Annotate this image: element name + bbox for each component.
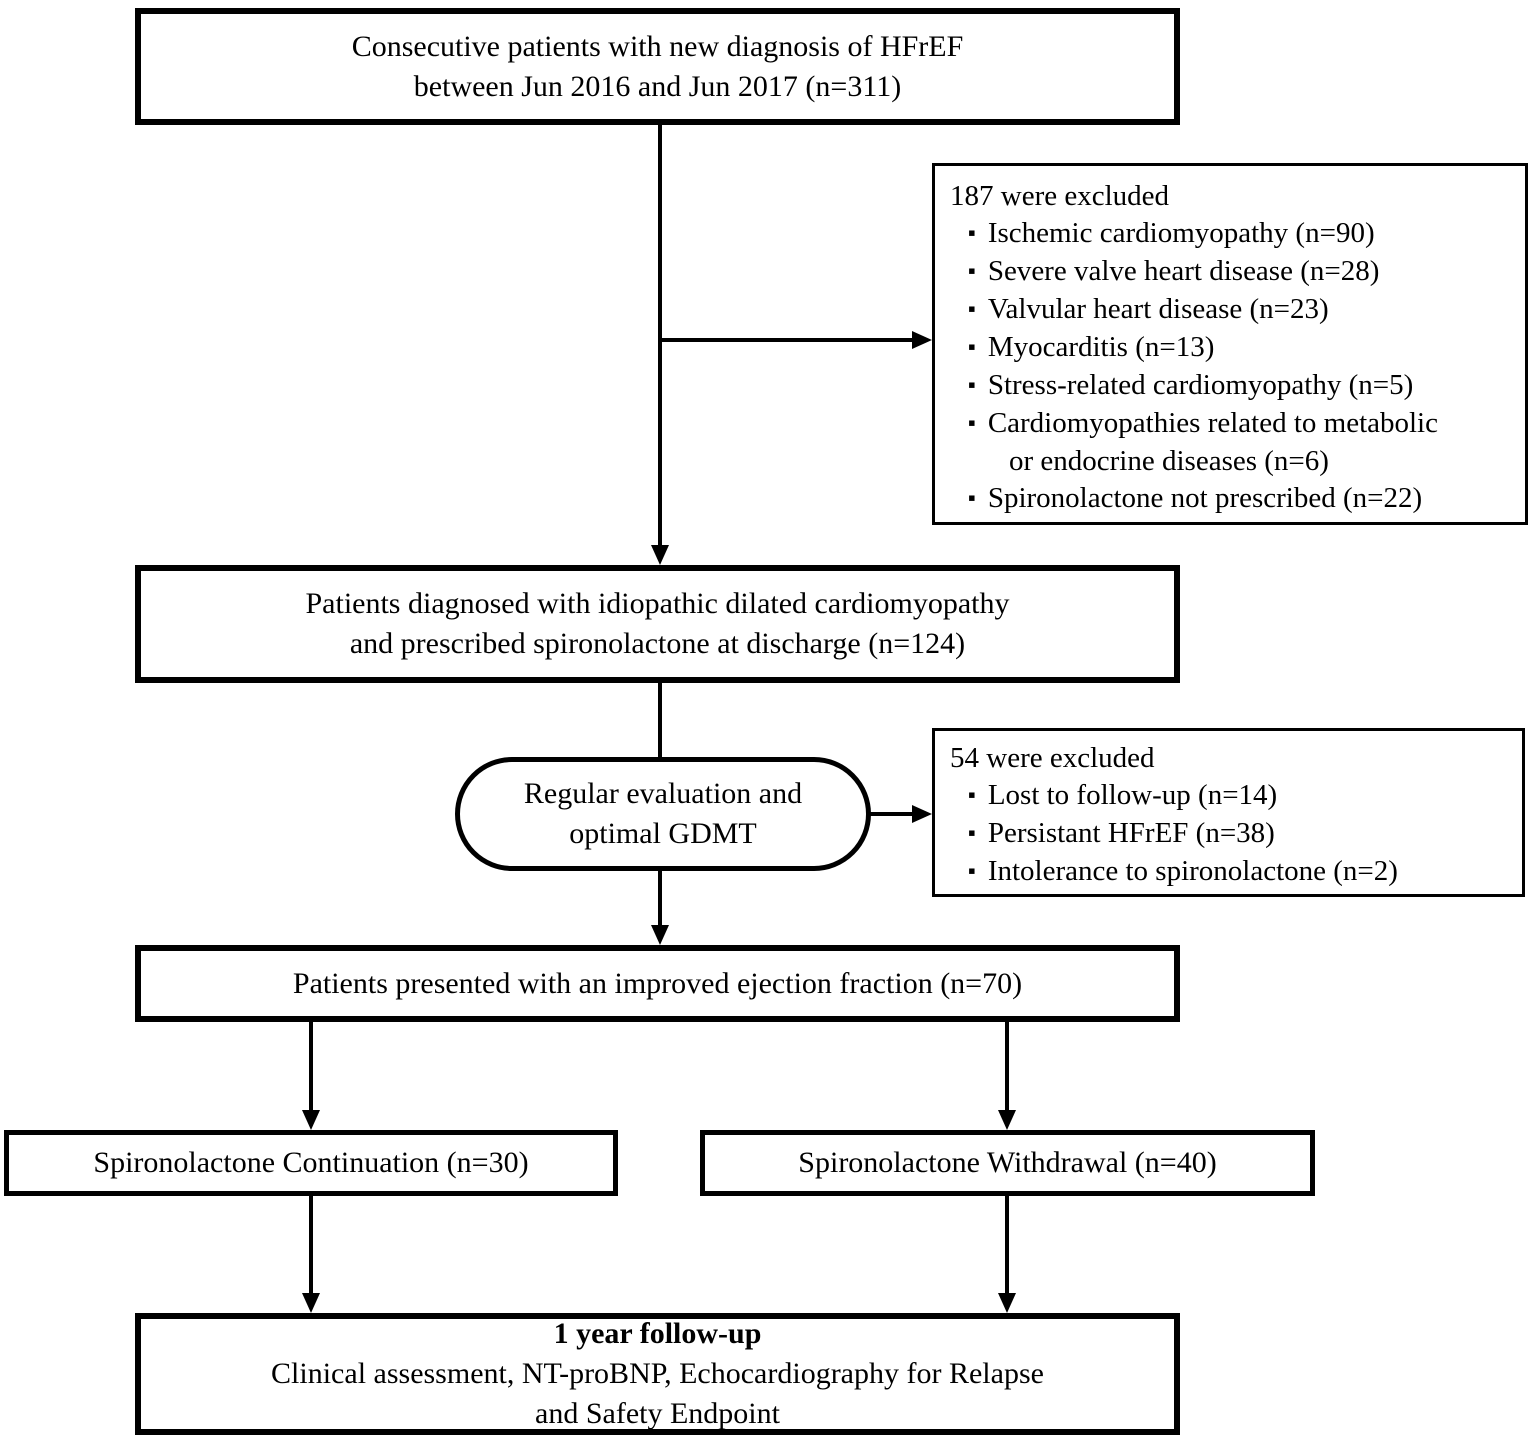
enrollment-line2: between Jun 2016 and Jun 2017 (n=311): [413, 69, 902, 103]
excluded-gdmt-item: [950, 777, 1514, 815]
followup-line3: and Safety Endpoint: [535, 1397, 780, 1430]
gdmt-stadium: [455, 757, 871, 871]
followup-line2: Clinical assessment, NT-proBNP, Echocardiography for Relapse: [271, 1357, 1044, 1390]
bullet-square-icon: ▪: [968, 296, 976, 321]
dcm-line1: Patients diagnosed with idiopathic dilated cardiomyopathy: [305, 587, 1010, 620]
excluded-early-title: 187 were excluded: [950, 180, 1170, 212]
gdmt-line2: optimal GDMT: [569, 817, 757, 850]
gdmt-line1: Regular evaluation and: [523, 777, 803, 810]
excluded-early-item-continuation: [950, 443, 1517, 480]
excluded-gdmt-item-text: Intolerance to spironolactone (n=2): [987, 855, 1398, 887]
bullet-square-icon: ▪: [968, 372, 976, 397]
excluded-early-item-text: Valvular heart disease (n=23): [987, 293, 1329, 325]
connector-dcm-to-gdmt: [658, 683, 662, 759]
excluded-early-item-text: Myocarditis (n=13): [987, 331, 1215, 363]
followup-title: 1 year follow-up: [553, 1317, 762, 1350]
followup-box: [135, 1313, 1180, 1435]
continuation-arm-box: [4, 1130, 618, 1196]
excluded-early-item: [950, 480, 1517, 518]
excluded-early-item: [950, 329, 1517, 367]
excluded-gdmt-item-text: Lost to follow-up (n=14): [987, 779, 1278, 811]
excluded-early-box: [932, 163, 1528, 525]
improved-ef-box: [135, 945, 1180, 1022]
connector-withdrawal-to-followup: [1005, 1196, 1009, 1295]
enrollment-box: [135, 8, 1180, 125]
arrowhead-down-icon: [302, 1110, 320, 1130]
connector-continuation-to-followup: [309, 1196, 313, 1295]
withdrawal-arm-box: [700, 1130, 1315, 1196]
connector-to-excluded-early: [658, 338, 916, 342]
connector-improved-ef-to-withdrawal: [1005, 1022, 1009, 1114]
excluded-early-item-text: Severe valve heart disease (n=28): [987, 255, 1380, 287]
excluded-early-item: [950, 291, 1517, 329]
excluded-early-item-text: Ischemic cardiomyopathy (n=90): [987, 217, 1375, 249]
excluded-early-item: [950, 367, 1517, 405]
bullet-square-icon: ▪: [968, 410, 976, 435]
excluded-early-item-text: Stress-related cardiomyopathy (n=5): [987, 369, 1414, 401]
arrowhead-down-icon: [998, 1293, 1016, 1313]
connector-gdmt-to-improved-ef: [658, 869, 662, 927]
bullet-square-icon: ▪: [968, 820, 976, 845]
bullet-square-icon: ▪: [968, 334, 976, 359]
arrowhead-down-icon: [998, 1110, 1016, 1130]
excluded-gdmt-box: [932, 728, 1525, 897]
excluded-early-item: [950, 405, 1517, 443]
continuation-arm-label: Spironolactone Continuation (n=30): [93, 1146, 529, 1179]
excluded-early-item: [950, 253, 1517, 291]
bullet-square-icon: ▪: [968, 858, 976, 883]
dcm-box: [135, 565, 1180, 683]
connector-improved-ef-to-continuation: [309, 1022, 313, 1114]
bullet-square-icon: ▪: [968, 782, 976, 807]
arrowhead-down-icon: [302, 1293, 320, 1313]
bullet-square-icon: ▪: [968, 220, 976, 245]
excluded-early-item: [950, 215, 1517, 253]
excluded-gdmt-item: [950, 815, 1514, 853]
excluded-early-item-text: or endocrine diseases (n=6): [1009, 445, 1329, 477]
improved-ef-line1: Patients presented with an improved ejection fraction (n=70): [292, 966, 1023, 1000]
excluded-early-item-text: Spironolactone not prescribed (n=22): [987, 482, 1423, 514]
excluded-gdmt-item: [950, 853, 1514, 891]
bullet-square-icon: ▪: [968, 258, 976, 283]
connector-enrollment-to-dcm: [658, 125, 662, 549]
enrollment-line1: Consecutive patients with new diagnosis of HFrEF: [351, 29, 964, 63]
dcm-line2: and prescribed spironolactone at discharge (n=124): [349, 627, 966, 660]
bullet-square-icon: ▪: [968, 485, 976, 510]
arrowhead-down-icon: [651, 545, 669, 565]
excluded-gdmt-title: 54 were excluded: [950, 742, 1155, 774]
arrowhead-down-icon: [651, 925, 669, 945]
excluded-gdmt-item-text: Persistant HFrEF (n=38): [987, 817, 1275, 849]
excluded-early-item-text: Cardiomyopathies related to metabolic: [987, 407, 1438, 439]
withdrawal-arm-label: Spironolactone Withdrawal (n=40): [798, 1146, 1217, 1179]
connector-gdmt-to-excluded: [869, 812, 916, 816]
arrowhead-right-icon: [912, 805, 932, 823]
arrowhead-right-icon: [912, 331, 932, 349]
